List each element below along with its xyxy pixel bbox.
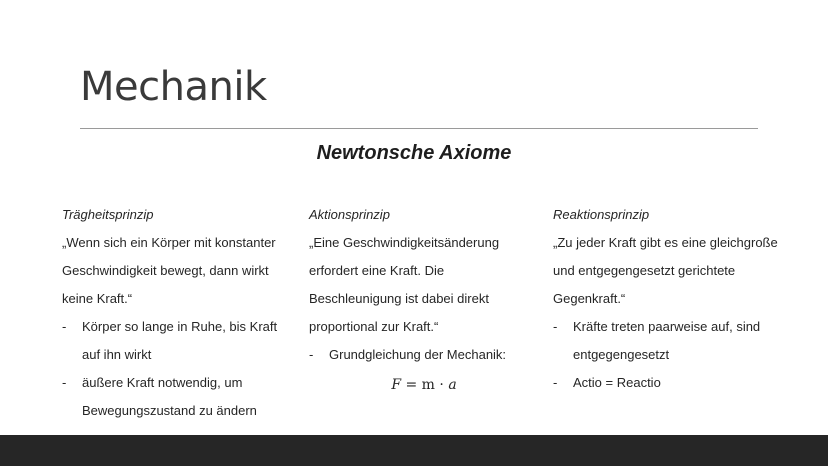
- formula-dot: ·: [434, 377, 449, 393]
- column-quote: „Zu jeder Kraft gibt es eine gleichgroße und entgegengesetzt gerichtete Gegenkraft.“: [553, 235, 778, 306]
- column-heading: Trägheitsprinzip: [62, 207, 154, 222]
- formula-force: F: [391, 377, 402, 393]
- formula-newton: [309, 371, 539, 399]
- bullet-text: Grundgleichung der Mechanik:: [329, 347, 507, 362]
- title-divider: [80, 128, 758, 129]
- bullet-list: [62, 313, 292, 425]
- bullet-item: [553, 369, 783, 397]
- bullet-item: [62, 369, 292, 425]
- bullet-text: Kräfte treten paarweise auf, sind entgegengesetzt: [573, 319, 761, 362]
- bullet-item: [62, 313, 292, 369]
- bullet-list: [309, 341, 539, 369]
- formula-equals: =: [401, 377, 422, 393]
- column-traegheitsprinzip: [62, 201, 292, 425]
- bullet-marker: -: [553, 375, 558, 390]
- column-heading: Aktionsprinzip: [309, 207, 390, 222]
- bullet-text: Actio = Reactio: [573, 375, 661, 390]
- bullet-list: [553, 313, 783, 397]
- bullet-marker: -: [62, 375, 67, 390]
- formula-mass: m: [421, 377, 435, 393]
- slide-subtitle: Newtonsche Axiome: [316, 142, 512, 164]
- bullet-item: [553, 313, 783, 369]
- bullet-item: [309, 341, 539, 369]
- bullet-marker: -: [553, 319, 558, 334]
- column-quote: „Eine Geschwindigkeitsänderung erfordert eine Kraft. Die Beschleunigung ist dabei direkt proportional zur Kraft.“: [309, 235, 500, 334]
- footer-bar: [0, 435, 828, 466]
- column-heading: Reaktionsprinzip: [553, 207, 650, 222]
- column-aktionsprinzip: [309, 201, 539, 399]
- bullet-text: äußere Kraft notwendig, um Bewegungszustand zu ändern: [82, 375, 257, 418]
- formula-acceleration: a: [448, 377, 457, 393]
- column-reaktionsprinzip: [553, 201, 783, 397]
- bullet-marker: -: [62, 319, 67, 334]
- bullet-marker: -: [309, 347, 314, 362]
- slide-title: Mechanik: [80, 64, 267, 110]
- column-quote: „Wenn sich ein Körper mit konstanter Geschwindigkeit bewegt, dann wirkt keine Kraft.“: [62, 235, 276, 306]
- bullet-text: Körper so lange in Ruhe, bis Kraft auf ihn wirkt: [82, 319, 278, 362]
